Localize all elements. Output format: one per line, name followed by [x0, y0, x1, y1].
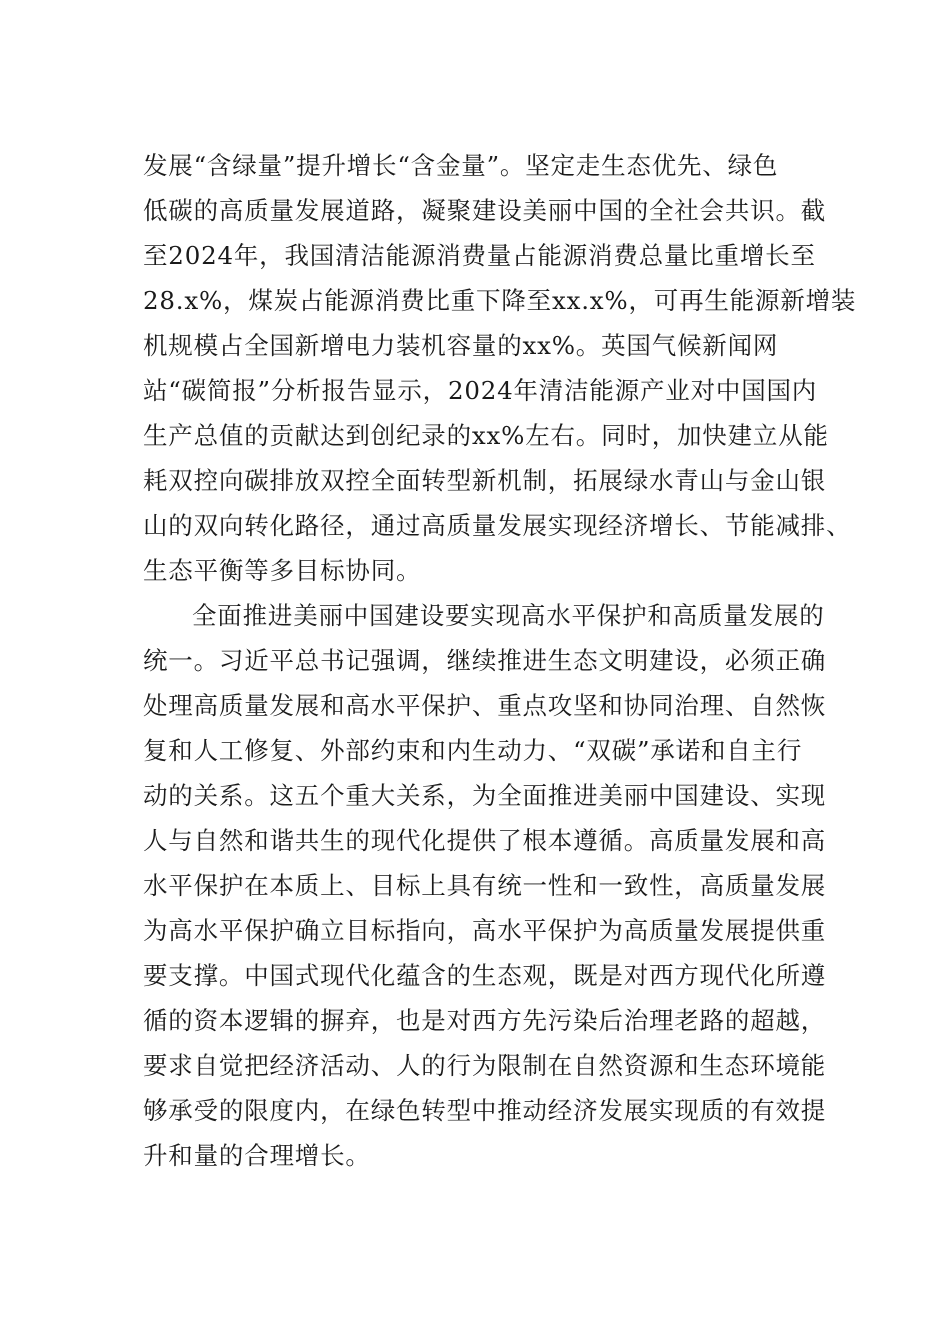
paragraph-1-line-2: 低碳的高质量发展道路，凝聚建设美丽中国的全社会共识。截 — [143, 196, 827, 225]
paragraph-2-line-2: 统一。习近平总书记强调，继续推进生态文明建设，必须正确 — [143, 646, 827, 675]
paragraph-2-line-1: 全面推进美丽中国建设要实现高水平保护和高质量发展的 — [192, 601, 825, 630]
paragraph-1-line-6: 站“碳简报”分析报告显示，2024年清洁能源产业对中国国内 — [143, 376, 818, 405]
paragraph-2-line-6: 人与自然和谐共生的现代化提供了根本遵循。高质量发展和高 — [143, 826, 827, 855]
paragraph-2-line-5: 动的关系。这五个重大关系，为全面推进美丽中国建设、实现 — [143, 781, 827, 810]
paragraph-1-line-9: 山的双向转化路径，通过高质量发展实现经济增长、节能减排、 — [143, 511, 852, 540]
paragraph-2-line-7: 水平保护在本质上、目标上具有统一性和一致性，高质量发展 — [143, 871, 827, 900]
paragraph-2-line-12: 够承受的限度内，在绿色转型中推动经济发展实现质的有效提 — [143, 1096, 827, 1125]
paragraph-1-line-1: 发展“含绿量”提升增长“含金量”。坚定走生态优先、绿色 — [143, 151, 779, 180]
paragraph-1-line-4: 28.x%，煤炭占能源消费比重下降至xx.x%，可再生能源新增装 — [143, 286, 857, 315]
paragraph-2-line-13: 升和量的合理增长。 — [143, 1141, 371, 1170]
paragraph-1-line-10: 生态平衡等多目标协同。 — [143, 556, 422, 585]
paragraph-1-line-3: 至2024年，我国清洁能源消费量占能源消费总量比重增长至 — [143, 241, 816, 270]
paragraph-2-line-8: 为高水平保护确立目标指向，高水平保护为高质量发展提供重 — [143, 916, 827, 945]
paragraph-2-line-9: 要支撑。中国式现代化蕴含的生态观，既是对西方现代化所遵 — [143, 961, 827, 990]
paragraph-2 — [143, 593, 833, 1178]
paragraph-1-line-7: 生产总值的贡献达到创纪录的xx%左右。同时，加快建立从能 — [143, 421, 829, 450]
paragraph-1-line-8: 耗双控向碳排放双控全面转型新机制，拓展绿水青山与金山银 — [143, 466, 827, 495]
paragraph-2-line-4: 复和人工修复、外部约束和内生动力、“双碳”承诺和自主行 — [143, 736, 803, 765]
paragraph-2-line-3: 处理高质量发展和高水平保护、重点攻坚和协同治理、自然恢 — [143, 691, 827, 720]
paragraph-2-line-11: 要求自觉把经济活动、人的行为限制在自然资源和生态环境能 — [143, 1051, 827, 1080]
paragraph-1 — [143, 143, 857, 593]
paragraph-1-line-5: 机规模占全国新增电力装机容量的xx%。英国气候新闻网 — [143, 331, 779, 360]
paragraph-2-line-10: 循的资本逻辑的摒弃，也是对西方先污染后治理老路的超越， — [143, 1006, 827, 1035]
